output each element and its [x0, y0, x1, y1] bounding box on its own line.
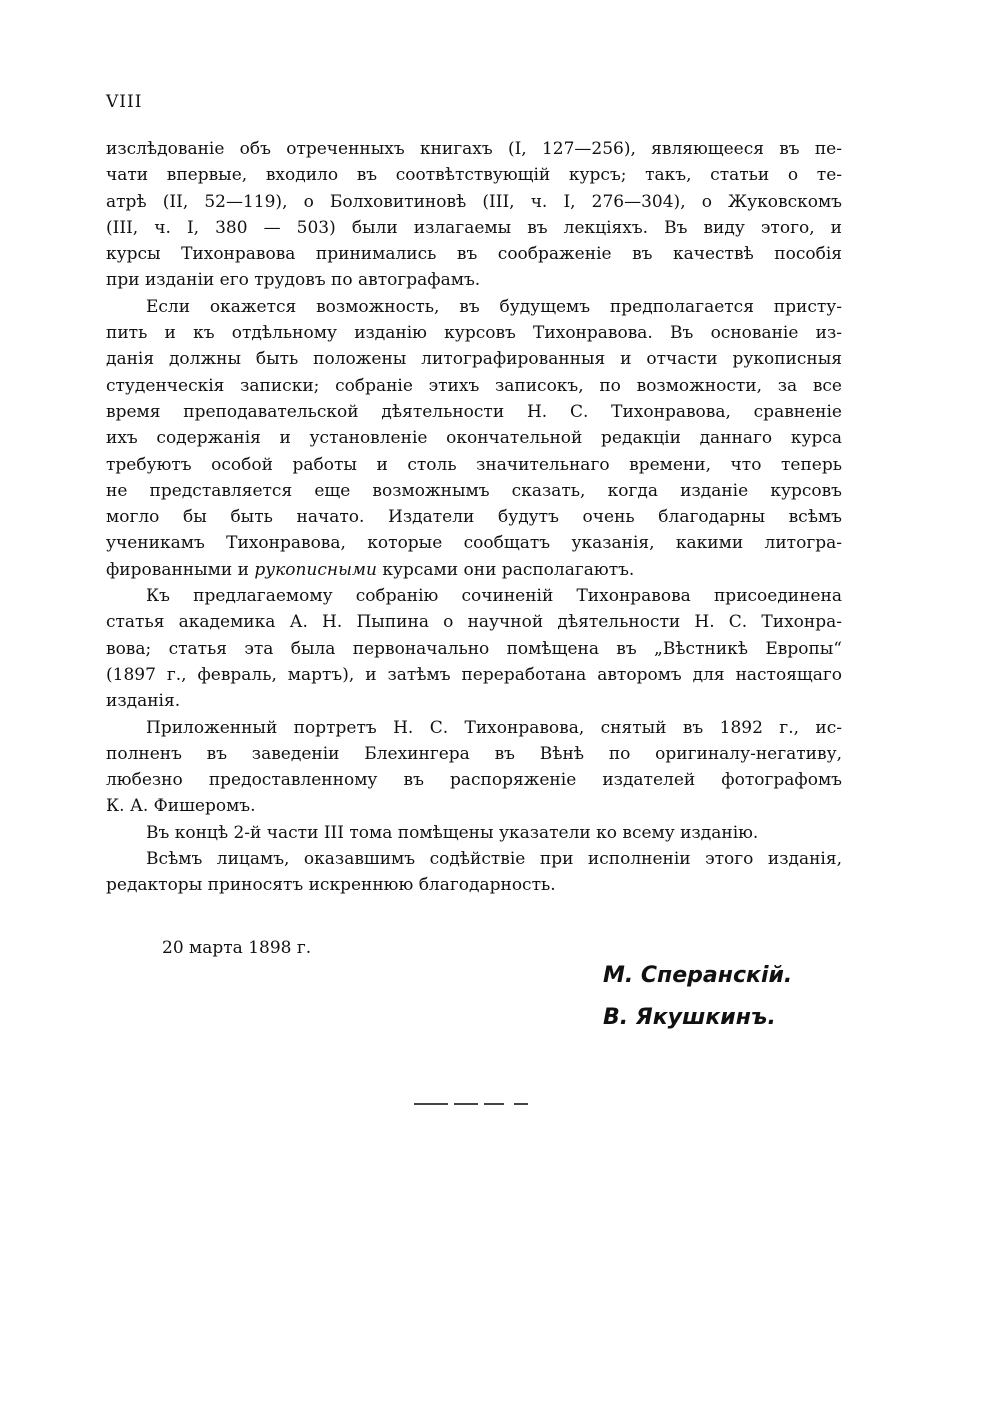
signature-yakushkin: В. Якушкинъ.	[603, 1005, 776, 1030]
text-line: любезно предоставленному въ распоряженіе издателей фотографомъ	[106, 770, 842, 791]
text-line: чати впервые, входило въ соотвѣтствующій курсъ; такъ, статьи о те-	[106, 165, 842, 186]
body-text	[106, 136, 842, 899]
text-line	[106, 557, 842, 583]
end-rule-segment	[454, 1103, 478, 1105]
text-line: студенческія записки; собраніе этихъ записокъ, по возможности, за все	[106, 375, 842, 396]
text-line: время преподавательской дѣятельности Н. С. Тихонравова, сравненіе	[106, 401, 842, 422]
page-number: VIII	[106, 92, 143, 112]
text-line: Въ концѣ 2-й части III тома помѣщены указатели ко всему изданію.	[146, 822, 759, 843]
text-line: Приложенный портретъ Н. С. Тихонравова, снятый въ 1892 г., ис-	[146, 717, 842, 738]
text-line: данія должны быть положены литографированныя и отчасти рукописныя	[106, 349, 842, 370]
end-rule-segment	[514, 1103, 528, 1105]
text-line: курсы Тихонравова принимались въ соображеніе въ качествѣ пособія	[106, 244, 842, 265]
text-line: могло бы быть начато. Издатели будутъ очень благодарны всѣмъ	[106, 507, 842, 528]
text-line: атрѣ (II, 52—119), о Болховитиновѣ (III, ч. I, 276—304), о Жуковскомъ	[106, 191, 842, 212]
text-line: вова; статья эта была первоначально помѣщена въ „Вѣстникѣ Европы“	[106, 638, 842, 659]
text-line: изданія.	[106, 691, 181, 712]
paragraph	[106, 846, 842, 899]
text-line: ихъ содержанія и установленіе окончательной редакціи даннаго курса	[106, 428, 842, 449]
text-line: Если окажется возможность, въ будущемъ предполагается присту-	[146, 296, 842, 317]
text-line: не представляется еще возможнымъ сказать, когда изданіе курсовъ	[106, 480, 842, 501]
text-line: при изданіи его трудовъ по автографамъ.	[106, 270, 481, 291]
paragraph	[106, 583, 842, 714]
text-line: К. А. Фишеромъ.	[106, 796, 256, 817]
text-line: (1897 г., февраль, мартъ), и затѣмъ переработана авторомъ для настоящаго	[106, 664, 842, 685]
date: 20 марта 1898 г.	[162, 938, 312, 958]
paragraph	[106, 294, 842, 583]
text-line: редакторы приносятъ искреннюю благодарность.	[106, 875, 556, 896]
emphasis-text: рукописными	[254, 559, 377, 580]
text-line: требуютъ особой работы и столь значительнаго времени, что теперь	[106, 454, 842, 475]
text-line: ученикамъ Тихонравова, которые сообщатъ указанія, какими литогра-	[106, 533, 842, 554]
text-line: (III, ч. I, 380 — 503) были излагаемы въ лекціяхъ. Въ виду этого, и	[106, 217, 842, 238]
signature-speransky: М. Сперанскій.	[603, 963, 793, 988]
end-rule-segment	[414, 1103, 448, 1105]
text-line: Всѣмъ лицамъ, оказавшимъ содѣйствіе при исполненіи этого изданія,	[146, 849, 842, 870]
text-segment: фированными и	[106, 559, 255, 580]
text-line: Къ предлагаемому собранію сочиненій Тихонравова присоединена	[146, 586, 842, 607]
text-line: изслѣдованіе объ отреченныхъ книгахъ (I, 127—256), являющееся въ пе-	[106, 139, 842, 159]
text-line: пить и къ отдѣльному изданію курсовъ Тихонравова. Въ основаніе из-	[106, 323, 842, 344]
paragraph	[106, 136, 842, 294]
end-rule-segment	[484, 1103, 504, 1105]
text-segment: курсами они располагаютъ.	[376, 559, 635, 580]
paragraph	[106, 715, 842, 820]
paragraph	[106, 820, 842, 846]
text-line: полненъ въ заведеніи Блехингера въ Вѣнѣ по оригиналу-негативу,	[106, 743, 842, 764]
text-line: статья академика А. Н. Пыпина о научной дѣятельности Н. С. Тихонра-	[106, 612, 842, 633]
